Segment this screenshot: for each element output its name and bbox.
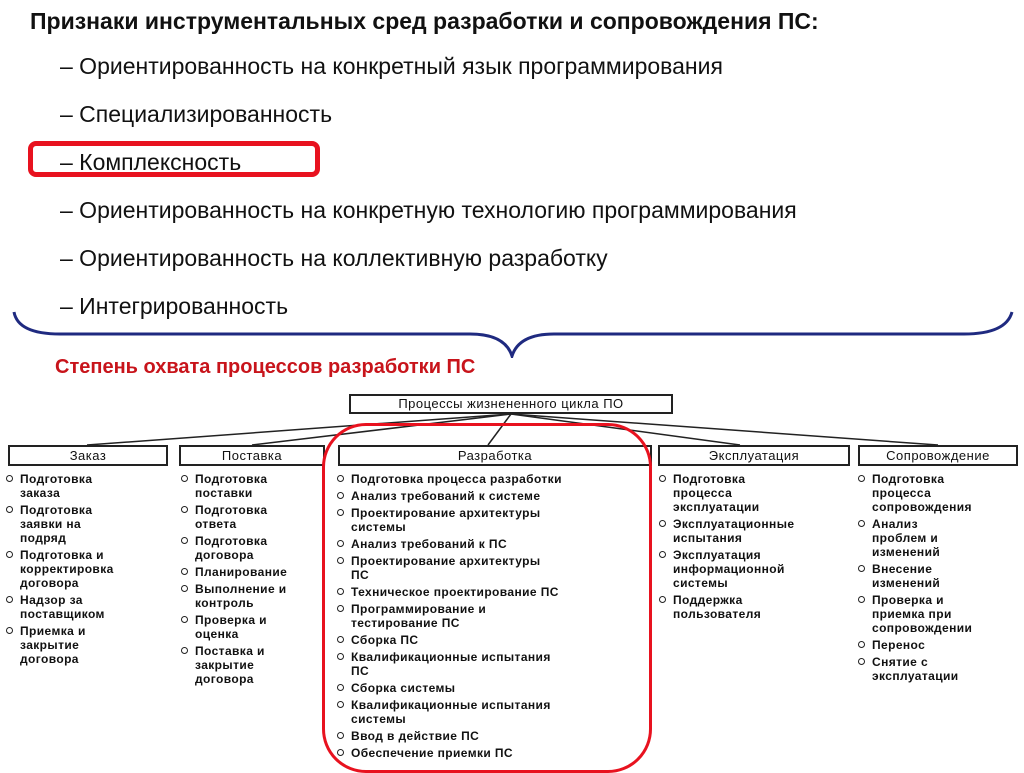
process-item: Обеспечение приемки ПС — [337, 746, 562, 760]
process-item: Подготовка заказа — [6, 472, 114, 500]
process-item: Проектирование архитектуры ПС — [337, 554, 562, 582]
column-order-items — [6, 472, 114, 669]
process-item: Поддержка пользователя — [659, 593, 794, 621]
process-item: Ввод в действие ПС — [337, 729, 562, 743]
column-maintenance-items — [858, 472, 972, 686]
process-item: Приемка и закрытие договора — [6, 624, 114, 666]
process-item: Квалификационные испытания ПС — [337, 650, 562, 678]
process-item: Подготовка ответа — [181, 503, 287, 531]
process-item: Подготовка заявки на подряд — [6, 503, 114, 545]
process-item: Программирование и тестирование ПС — [337, 602, 562, 630]
feature-item: – Ориентированность на конкретный язык программирования — [60, 53, 723, 79]
lifecycle-root-box: Процессы жизнененного цикла ПО — [349, 394, 673, 414]
process-item: Подготовка процесса разработки — [337, 472, 562, 486]
process-item: Внесение изменений — [858, 562, 972, 590]
process-item: Подготовка поставки — [181, 472, 287, 500]
coverage-subtitle: Степень охвата процессов разработки ПС — [55, 356, 476, 378]
feature-item: – Ориентированность на конкретную технологию программирования — [60, 197, 797, 223]
page-title: Признаки инструментальных сред разработки и сопровождения ПС: — [30, 8, 819, 34]
column-header-supply: Поставка — [179, 445, 325, 466]
process-item: Подготовка договора — [181, 534, 287, 562]
process-item: Анализ требований к системе — [337, 489, 562, 503]
process-item: Планирование — [181, 565, 287, 579]
process-item: Сборка ПС — [337, 633, 562, 647]
process-item: Эксплуатационные испытания — [659, 517, 794, 545]
column-header-order: Заказ — [8, 445, 168, 466]
column-operation-items — [659, 472, 794, 624]
process-item: Снятие с эксплуатации — [858, 655, 972, 683]
process-item: Подготовка процесса сопровождения — [858, 472, 972, 514]
feature-item: – Специализированность — [60, 101, 333, 127]
process-item: Квалификационные испытания системы — [337, 698, 562, 726]
column-supply-items — [181, 472, 287, 689]
process-item: Проверка и приемка при сопровождении — [858, 593, 972, 635]
process-item: Надзор за поставщиком — [6, 593, 114, 621]
column-header-operation: Эксплуатация — [658, 445, 850, 466]
process-item: Эксплуатация информационной системы — [659, 548, 794, 590]
feature-item: – Комплексность — [60, 149, 242, 175]
development-highlight-oval — [322, 423, 652, 773]
column-header-development: Разработка — [338, 445, 652, 466]
process-item: Проверка и оценка — [181, 613, 287, 641]
process-item: Выполнение и контроль — [181, 582, 287, 610]
process-item: Анализ требований к ПС — [337, 537, 562, 551]
process-item: Сборка системы — [337, 681, 562, 695]
feature-item: – Ориентированность на коллективную разработку — [60, 245, 608, 271]
column-header-maintenance: Сопровождение — [858, 445, 1018, 466]
feature-item: – Интегрированность — [60, 293, 289, 319]
process-item: Поставка и закрытие договора — [181, 644, 287, 686]
process-item: Анализ проблем и изменений — [858, 517, 972, 559]
process-item: Подготовка и корректировка договора — [6, 548, 114, 590]
process-item: Проектирование архитектуры системы — [337, 506, 562, 534]
process-item: Перенос — [858, 638, 972, 652]
process-item: Подготовка процесса эксплуатации — [659, 472, 794, 514]
process-item: Техническое проектирование ПС — [337, 585, 562, 599]
